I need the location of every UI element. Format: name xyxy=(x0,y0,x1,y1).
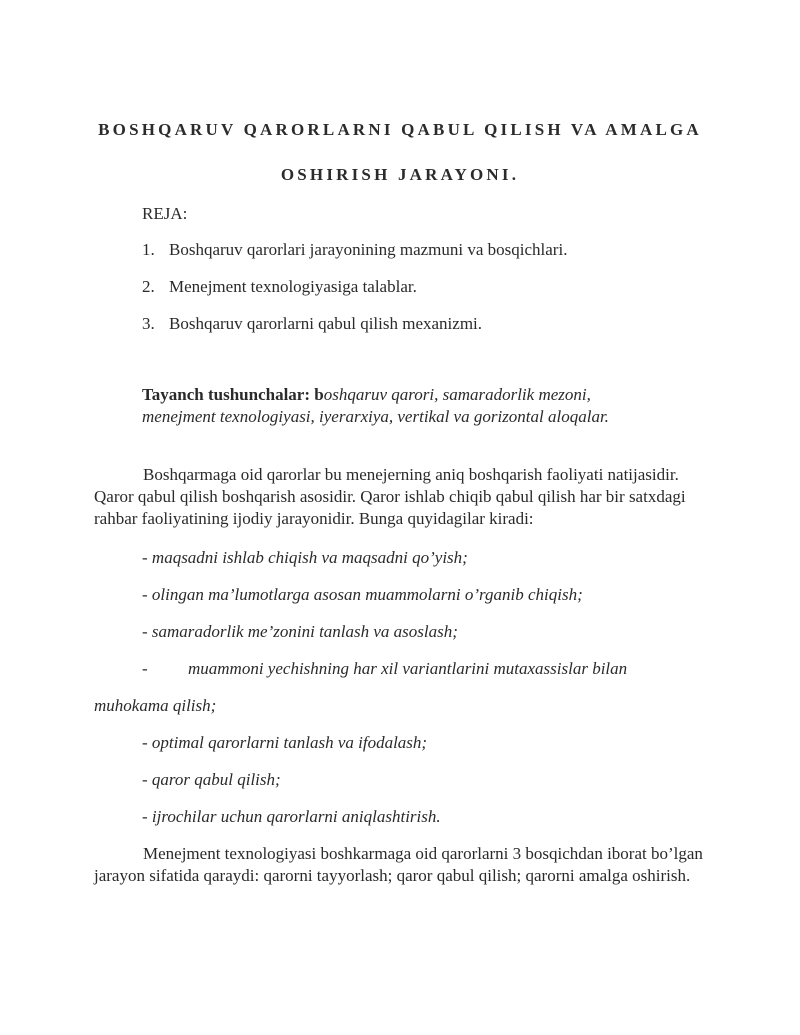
plan-item-text: Boshqaruv qarorlari jarayonining mazmuni va bosqichlari. xyxy=(169,240,568,259)
plan-item xyxy=(142,276,417,298)
list-item-text: muammoni yechishning har xil variantlarini mutaxassislar bilan xyxy=(188,659,628,678)
list-item: - ijrochilar uchun qarorlarni aniqlashtirish. xyxy=(142,807,441,826)
list-item-continuation: muhokama qilish; xyxy=(94,696,217,715)
paragraph-conclusion: Menejment texnologiyasi boshkarmaga oid qarorlarni 3 bosqichdan iborat bo’lgan jarayon sifatida qaraydi: qarorni tayyorlash; qaror qabul qilish; qarorni amalga oshirish. xyxy=(94,844,703,885)
plan-item-text: Boshqaruv qarorlarni qabul qilish mexanizmi. xyxy=(169,314,483,333)
plan-item xyxy=(142,313,482,335)
keywords-block xyxy=(142,384,662,428)
plan-item-number: 3. xyxy=(142,314,155,333)
plan-item xyxy=(142,239,567,261)
document-title-line-2: OSHIRISH JARAYONI. xyxy=(280,165,520,184)
list-item xyxy=(142,658,627,680)
keywords-text: oshqaruv qarori, samaradorlik mezoni, menejment texnologiyasi, iyerarxiya, vertikal va gorizontal aloqalar. xyxy=(142,385,609,426)
list-item: - qaror qabul qilish; xyxy=(142,770,281,789)
plan-item-number: 1. xyxy=(142,240,155,259)
keywords-label: Tayanch tushunchalar: xyxy=(142,385,315,404)
list-item-dash: - xyxy=(142,659,148,678)
list-item: - samaradorlik me’zonini tanlash va asoslash; xyxy=(142,622,458,641)
list-item: - optimal qarorlarni tanlash va ifodalash; xyxy=(142,733,428,752)
keywords-first-letter: b xyxy=(314,385,324,404)
list-item: - maqsadni ishlab chiqish va maqsadni qo’yish; xyxy=(142,548,468,567)
plan-item-text: Menejment texnologiyasiga talablar. xyxy=(169,277,417,296)
paragraph-intro: Boshqarmaga oid qarorlar bu menejerning aniq boshqarish faoliyati natijasidir. Qaror qabul qilish boshqarish asosidir. Qaror ishlab chiqib qabul qilish har bir satxdagi rahbar faoliyatining ijodiy jarayonidir. Bunga quyidagilar kiradi: xyxy=(94,465,686,528)
plan-item-number: 2. xyxy=(142,277,155,296)
list-item: - olingan ma’lumotlarga asosan muammolarni o’rganib chiqish; xyxy=(142,585,583,604)
plan-heading: REJA: xyxy=(142,204,188,223)
document-title-line-1: BOSHQARUV QARORLARNI QABUL QILISH VA AMALGA xyxy=(98,120,702,139)
